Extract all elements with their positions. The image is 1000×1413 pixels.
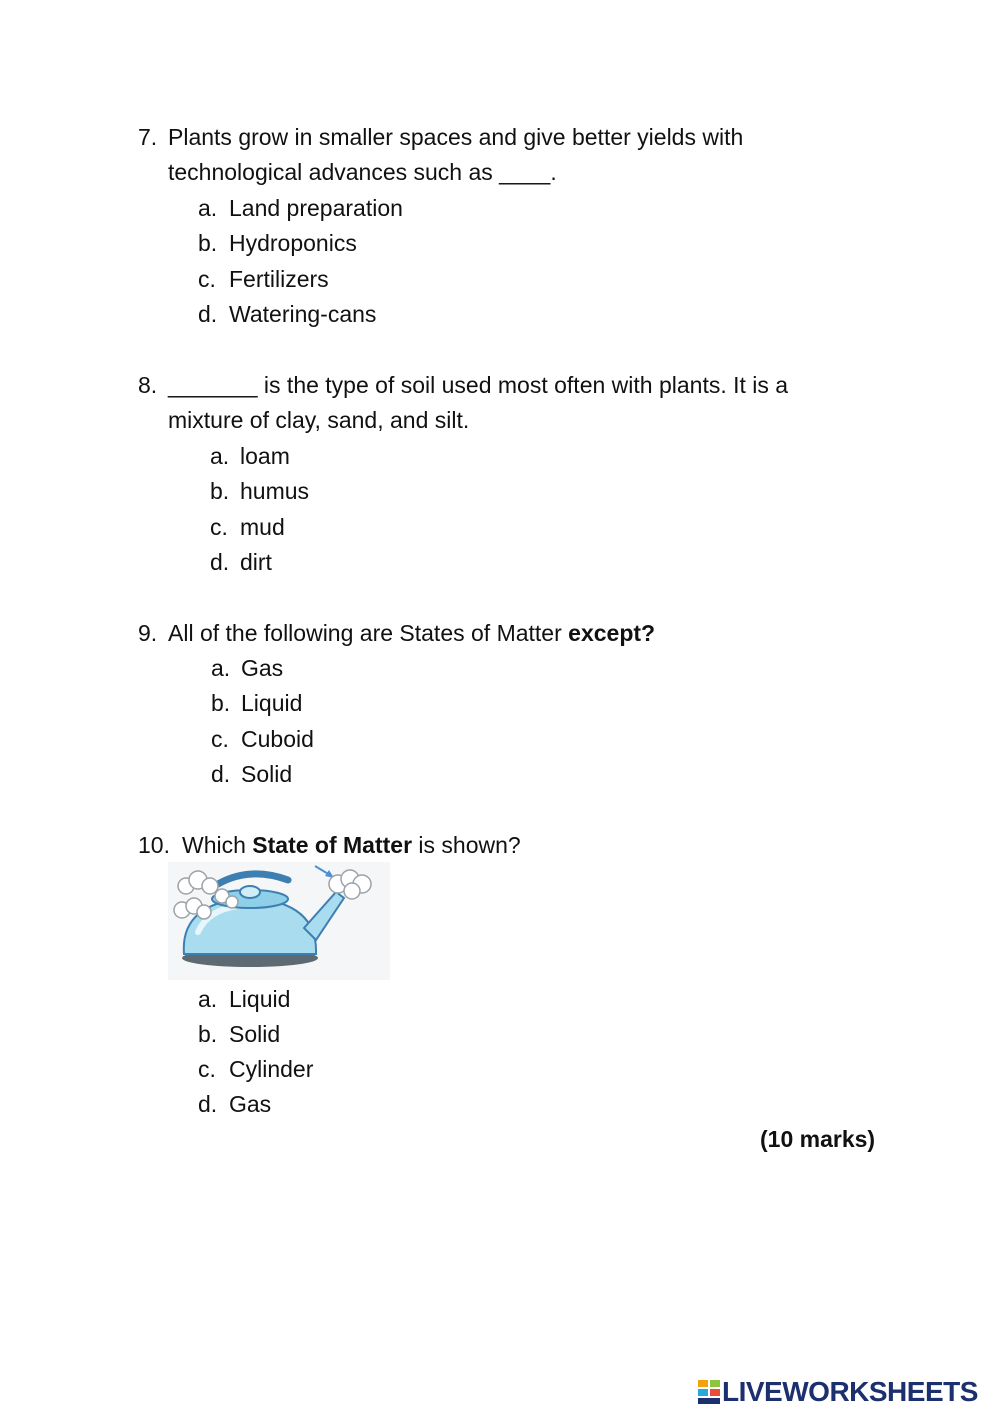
option-text: Liquid [241,690,303,716]
option-letter: b. [198,1021,218,1047]
option-letter: a. [211,655,231,681]
option-letter: d. [198,301,218,327]
question-text-line-2: mixture of clay, sand, and silt. [168,407,470,433]
option-text: Liquid [229,986,291,1012]
option-letter: d. [210,549,230,575]
question-number: 8. [138,372,158,398]
liveworksheets-logo-icon [698,1380,720,1404]
question-text-post: is shown? [412,832,521,858]
question-text [182,830,521,860]
option-letter: b. [198,230,218,256]
option-letter: c. [210,514,228,540]
total-marks: (10 marks) [760,1126,876,1152]
option-letter: c. [198,266,216,292]
option-letter: b. [211,690,231,716]
brand-text: LIVEWORKSHEETS [722,1376,978,1407]
question-number: 9. [138,620,158,646]
option-text: Cuboid [241,726,314,752]
steaming-kettle-icon [168,862,390,980]
option-text: Watering-cans [229,301,377,327]
option-text: Gas [229,1091,272,1117]
option-text: Solid [229,1021,281,1047]
option-letter: d. [198,1091,218,1117]
option-text: Solid [241,761,293,787]
question-number: 7. [138,124,158,150]
option-text: Land preparation [229,195,403,221]
option-text: Hydroponics [229,230,357,256]
option-text: loam [240,443,290,469]
option-text: Gas [241,655,284,681]
question-text-line-1: Plants grow in smaller spaces and give better yields with [168,124,744,150]
option-letter: b. [210,478,230,504]
option-letter: a. [210,443,230,469]
question-text-pre: Which [182,832,253,858]
question-text-line-2: technological advances such as ____. [168,159,557,185]
option-text: mud [240,514,285,540]
option-letter: c. [211,726,229,752]
option-text: Fertilizers [229,266,329,292]
option-text: Cylinder [229,1056,314,1082]
option-letter: a. [198,195,218,221]
question-text-bold: except? [568,620,656,646]
option-letter: d. [211,761,231,787]
question-text-plain: All of the following are States of Matter [168,620,569,646]
question-number: 10. [138,832,170,858]
option-letter: a. [198,986,218,1012]
option-text: dirt [240,549,272,575]
question-text-bold: State of Matter [252,832,413,858]
question-text [168,618,655,648]
option-text: humus [240,478,310,504]
option-letter: c. [198,1056,216,1082]
liveworksheets-brand[interactable] [698,1376,994,1408]
question-text-line-1: _______ is the type of soil used most often with plants. It is a [168,372,789,398]
